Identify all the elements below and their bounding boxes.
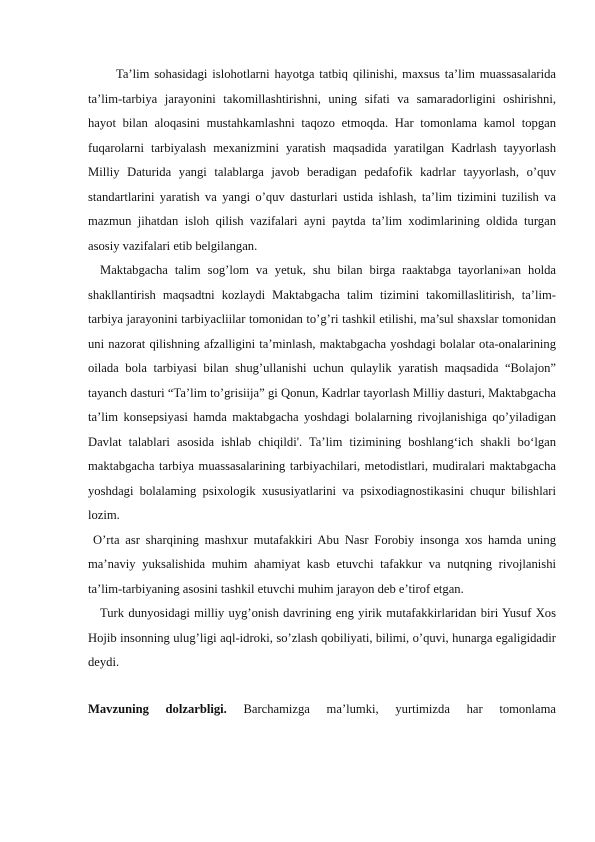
paragraph-spacer	[88, 675, 556, 697]
paragraph-farobi: O’rta asr sharqining mashxur mutafakkiri Abu Nasr Forobiy insonga xos hamda uning ma’naviy yuksalishida muhim ahamiyat kasb etuvchi tafakkur va nutqning rivojlanishi ta’lim-tarbiyaning asosini tashkil etuvchi muhim jarayon deb e’tirof etgan.	[88, 532, 556, 596]
paragraph-yusuf: Turk dunyosidagi milliy uyg’onish davrining eng yirik mutafakkirlaridan biri Yusuf Xos Hojib insonning ulug’ligi aql-idroki, so’zlash qobiliyati, bilimi, o’quvi, hunarga egaligidadir deydi.	[88, 606, 556, 669]
paragraph-preschool: Maktabgacha talim sog’lom va yetuk, shu bilan birga raaktabga tayorlani»an holda shakllantirish maqsadtni kozlaydi Maktabgacha talim tizimini takomillaslitirish, ta’lim-tarbiya jarayonini tarbiyacliilar tomonidan to’g’ri tashkil etilishi, ma’sul shaxslar tomonidan uni nazorat qilishning afzalligini ta’minlash, maktabgacha yoshdagi bolalar ota-onalarining oilada bola tarbiyasi bilan shug’ullanishi uchun qulaylik yaratish maqsadida “Bolajon” tayanch dasturi “Ta’lim to’grisiija” gi Qonun, Kadrlar tayorlash Milliy dasturi, Maktabgacha ta’lim konsepsiyasi hamda maktabgacha yoshdagi bolalarning rivojlanishiga qo’yiladigan Davlat talablari asosida ishlab chiqildi'. Ta’lim tizimining boshlang‘ich shakli bo‘lgan maktabgacha tarbiya muassasalarining tarbiyachilari, metodistlari, mudiralari maktabgacha yoshdagi bolalaming psixologik xususiyatlarini va psixodiagnostikasini chuqur bilishlari lozim.	[88, 263, 556, 522]
document-page	[88, 62, 556, 721]
section-heading: Mavzuning dolzarbligi.	[88, 701, 227, 716]
section-text: Barchamizga ma’lumki, yurtimizda har tomonlama	[226, 701, 556, 716]
paragraph-reforms: Ta’lim sohasidagi islohotlarni hayotga tatbiq qilinishi, maxsus ta’lim muassasalarida ta’lim-tarbiya jarayonini takomillashtirishni, uning sifati va samaradorligini oshirishni, hayot bilan aloqasini mustahkamlashni taqozo etmoqda. Har tomonlama kamol topgan fuqarolarni tarbiyalash mexanizmini yaratish maqsadida yaratilgan Kadrlash tayyorlash Milliy Daturida yangi talablarga javob beradigan pedafofik kadrlar tayyorlash, o’quv standartlarini yaratish va yangi o’quv dasturlari ustida ishlash, ta’lim tizimini tuzilish va mazmun jihatdan isloh qilish vazifalari ayni paytda ta’lim xodimlarining oldida turgan asosiy vazifalari etib belgilangan.	[88, 67, 556, 253]
paragraph-relevance	[88, 697, 556, 722]
